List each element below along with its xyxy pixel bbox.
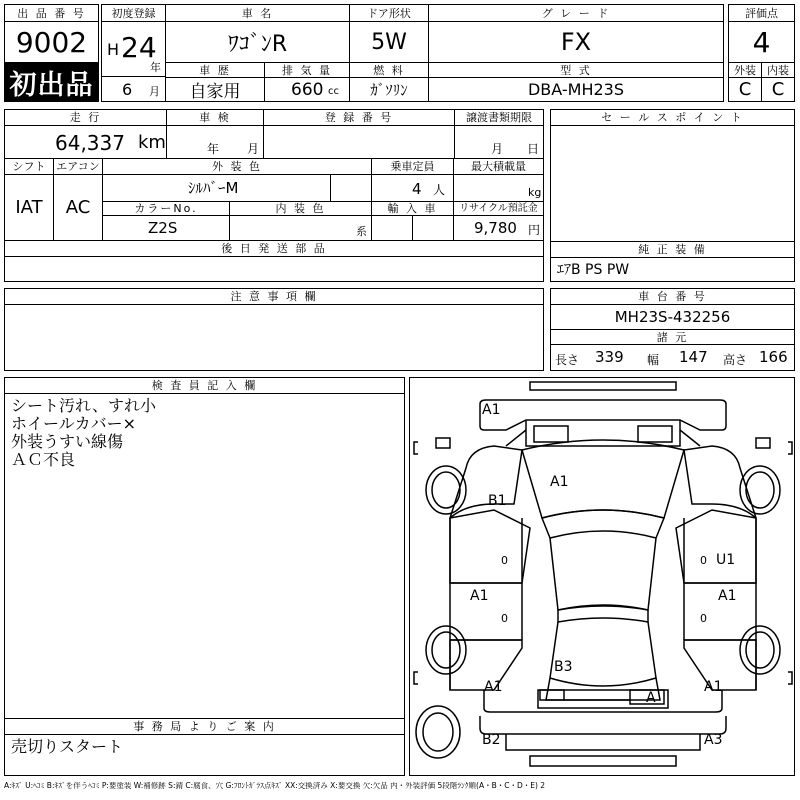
first-registration-label: 初度登録	[101, 4, 166, 22]
capacity: 4	[412, 180, 422, 198]
max-load-label: 最大積載量	[453, 158, 544, 175]
damage-diagram	[409, 377, 795, 776]
mileage-label: 走 行	[4, 109, 167, 126]
sales-points-cell	[550, 125, 795, 242]
displacement-unit: cc	[328, 86, 339, 97]
recycle-unit: 円	[528, 223, 541, 237]
caution-label: 注 意 事 項 欄	[4, 288, 544, 305]
import-cell-a	[371, 215, 413, 241]
later-parts-label: 後 日 発 送 部 品	[4, 240, 544, 257]
genuine-equipment-label: 純 正 装 備	[550, 241, 795, 258]
era-prefix: H	[107, 40, 120, 59]
recycle-cell	[453, 215, 544, 241]
chassis-number: MH23S-432256	[614, 308, 731, 326]
shift-label: シフト	[4, 158, 54, 175]
score-label: 評価点	[728, 4, 795, 22]
inspector-note-line: シート汚れ、すれ小	[11, 396, 156, 415]
displacement-cell	[264, 77, 350, 102]
aircon-cell	[53, 174, 103, 241]
height-label: 高さ	[723, 353, 748, 367]
lot-number-label: 出 品 番 号	[4, 4, 99, 22]
exterior-color: ｼﾙﾊﾞｰM	[188, 179, 239, 197]
transfer-docs-label: 譲渡書類期限	[454, 109, 544, 126]
mark-hood: A1	[550, 474, 569, 490]
displacement: 660	[291, 80, 324, 100]
mark-right-rear-door: 0	[700, 612, 707, 625]
caution-cell	[4, 304, 544, 371]
mark-rear-gate: A	[646, 690, 656, 706]
interior-grade-cell	[761, 77, 795, 102]
capacity-label: 乗車定員	[371, 158, 454, 175]
shift-cell	[4, 174, 54, 241]
registration-month: 6	[122, 80, 133, 99]
mark-rear-right-bumper: A3	[704, 732, 723, 748]
registration-no-label: 登 録 番 号	[263, 109, 455, 126]
mark-left-front-door: A1	[470, 588, 489, 604]
displacement-label: 排 気 量	[264, 62, 350, 78]
max-load-cell	[453, 174, 544, 202]
exterior-grade-cell	[728, 77, 762, 102]
genuine-equipment: ｴｱB PS PW	[557, 262, 630, 278]
exterior-grade: C	[738, 79, 752, 100]
interior-grade: C	[771, 79, 785, 100]
recycle-label: リサイクル預託金	[453, 201, 544, 216]
first-registration-year-cell	[101, 21, 166, 77]
width-label: 幅	[647, 353, 660, 367]
mark-front-left-fender: B1	[488, 493, 507, 509]
length: 339	[595, 348, 624, 366]
fuel-cell	[349, 77, 429, 102]
legend-text: A:ｷｽﾞ U:ﾍｺﾐ B:ｷｽﾞを伴うﾍｺﾐ P:要塗装 W:補修跡 S:錆 C:腐食、穴 G:ﾌﾛﾝﾄｶﾞﾗｽ点ｷｽﾞ XX:交換済み X:要交換 欠:欠品 内・外装評価 5段階ﾗﾝｸ順(A・B・C・D・E) 2	[4, 782, 546, 790]
interior-color-label: 内 装 色	[229, 201, 372, 216]
grade-cell	[428, 21, 724, 63]
inspection-cell	[166, 125, 264, 159]
max-load-unit: kg	[528, 186, 542, 199]
import-cell-b	[412, 215, 454, 241]
color-no: Z2S	[148, 219, 178, 237]
transfer-docs-cell	[454, 125, 544, 159]
score-cell	[728, 21, 795, 63]
mark-right-front-door: U1	[716, 552, 736, 568]
office-notes-cell	[4, 734, 405, 776]
registration-no-cell	[263, 125, 455, 159]
month-unit: 月	[149, 85, 160, 98]
capacity-unit: 人	[433, 183, 446, 197]
sales-points-label: セ ー ル ス ポ イ ン ト	[550, 109, 795, 126]
exterior-color-extra-cell	[330, 174, 372, 202]
mark-roof: B3	[554, 659, 573, 675]
interior-grade-label: 内装	[761, 62, 795, 78]
history: 自家用	[189, 82, 241, 102]
lot-number-cell	[4, 21, 99, 63]
score: 4	[752, 25, 771, 59]
transfer-day-unit: 日	[527, 142, 540, 156]
car-name-cell	[165, 21, 350, 63]
color-no-label: カラーNo.	[102, 201, 230, 216]
transfer-month-unit: 月	[491, 142, 504, 156]
first-listing-badge: 初出品	[4, 62, 99, 102]
length-label: 長さ	[555, 353, 580, 367]
specs-cell	[550, 344, 795, 371]
mark-right-front-door-a: A1	[718, 588, 737, 604]
model-code-cell	[428, 77, 724, 102]
specs-label: 諸 元	[550, 329, 795, 345]
mileage: 64,337	[55, 131, 125, 155]
inspector-label: 検 査 員 記 入 欄	[4, 377, 405, 394]
car-diagram	[410, 378, 795, 776]
inspector-note-line: 外装うすい線傷	[11, 432, 124, 451]
registration-year: 24	[121, 31, 157, 64]
exterior-grade-label: 外装	[728, 62, 762, 78]
inspector-note-line: ＡＣ不良	[11, 450, 76, 469]
height: 166	[759, 348, 788, 366]
grade: FX	[560, 28, 592, 56]
inspection-year-unit: 年	[207, 142, 220, 156]
mark-rear-left-bumper: B2	[482, 732, 501, 748]
width: 147	[679, 348, 708, 366]
office-label: 事 務 局 よ り ご 案 内	[4, 718, 405, 735]
color-no-cell	[102, 215, 230, 241]
inspector-note-line: ホイールカバー×	[11, 414, 137, 433]
later-parts-cell	[4, 256, 544, 282]
mileage-unit: km	[138, 132, 166, 153]
mark-right-rear-fender: A1	[704, 679, 723, 695]
mark-left-rear-fender: A1	[484, 679, 503, 695]
car-name-label: 車 名	[165, 4, 350, 22]
recycle-fee: 9,780	[474, 219, 517, 237]
history-label: 車 歴	[165, 62, 265, 78]
mark-left-mirror: 0	[501, 554, 508, 567]
aircon-label: エアコン	[53, 158, 103, 175]
chassis-cell	[550, 304, 795, 330]
genuine-equipment-cell	[550, 257, 795, 282]
interior-color-unit: 系	[356, 225, 367, 238]
first-registration-month-cell	[101, 76, 166, 102]
office-note: 売切りスタート	[11, 737, 124, 756]
import-label: 輸 入 車	[371, 201, 454, 216]
door-type-label: ドア形状	[349, 4, 429, 22]
inspection-label: 車 検	[166, 109, 264, 126]
mark-left-rear-door: 0	[501, 612, 508, 625]
fuel-label: 燃 料	[349, 62, 429, 78]
chassis-label: 車 台 番 号	[550, 288, 795, 305]
door-type-cell	[349, 21, 429, 63]
year-unit: 年	[150, 61, 161, 74]
history-cell	[165, 77, 265, 102]
exterior-color-label: 外 装 色	[102, 158, 372, 175]
shift: IAT	[15, 197, 43, 218]
model-code: DBA-MH23S	[527, 80, 624, 99]
exterior-color-cell	[102, 174, 331, 202]
fuel: ｶﾞｿﾘﾝ	[370, 81, 408, 99]
aircon: AC	[65, 197, 91, 218]
car-name: ﾜｺﾞﾝR	[227, 31, 288, 57]
interior-color-cell	[229, 215, 372, 241]
inspector-notes-cell	[4, 393, 405, 719]
inspection-month-unit: 月	[247, 142, 260, 156]
lot-number: 9002	[15, 25, 88, 59]
model-code-label: 型 式	[428, 62, 724, 78]
capacity-cell	[371, 174, 454, 202]
mileage-cell	[4, 125, 167, 159]
mark-right-mirror: 0	[700, 554, 707, 567]
grade-label: グ レ ー ド	[428, 4, 724, 22]
mark-front-bumper: A1	[482, 402, 501, 418]
door-type: 5W	[371, 29, 407, 55]
